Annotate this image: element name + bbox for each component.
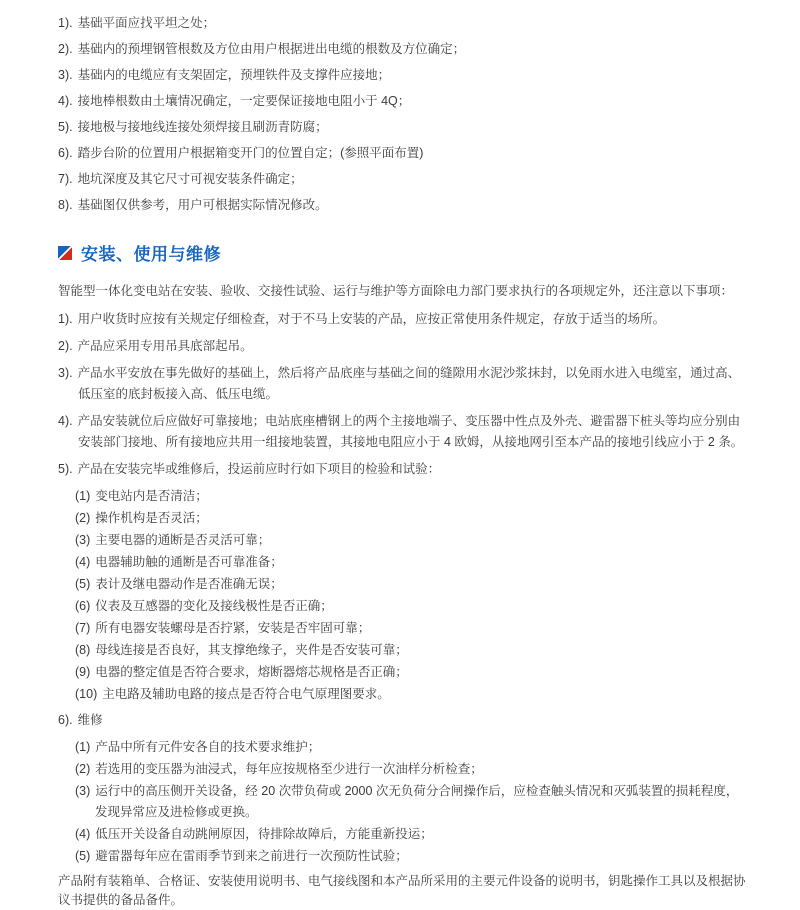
section-title-text: 安装、使用与维修	[81, 245, 221, 264]
list-item	[58, 39, 746, 60]
sub-list-item	[75, 640, 746, 661]
sub-list-item	[75, 759, 746, 780]
item-text: 电器的整定值是否符合要求，熔断器熔芯规格是否正确；	[95, 665, 408, 679]
item-number: 3).	[58, 68, 73, 82]
item-number: (5)	[75, 849, 91, 863]
foundation-notes-list	[58, 13, 746, 216]
item-text: 基础内的预埋钢管根数及方位由用户根据进出电缆的根数及方位确定；	[77, 42, 466, 56]
item-text: 产品应采用专用吊具底部起吊。	[77, 339, 253, 353]
item-number: 4).	[58, 94, 73, 108]
item-text: 维修	[77, 713, 103, 727]
intro-paragraph: 智能型一体化变电站在安装、验收、交接性试验、运行与维护等方面除电力部门要求执行的各项规定外，还注意以下事项：	[58, 284, 734, 298]
maintenance-sublist	[75, 737, 746, 867]
sub-list-item	[75, 530, 746, 551]
section-heading	[58, 240, 746, 265]
item-text: 产品中所有元件安各自的技术要求维护；	[95, 740, 321, 754]
item-number: 2).	[58, 339, 73, 353]
item-number: (3)	[75, 533, 91, 547]
list-item	[58, 710, 746, 731]
item-text: 主电路及辅助电路的接点是否符合电气原理图要求。	[102, 687, 390, 701]
item-text: 踏步台阶的位置用户根据箱变开门的位置自定；(参照平面布置)	[77, 146, 424, 160]
closing-paragraph: 产品附有装箱单、合格证、安装使用说明书、电气接线图和本产品所采用的主要元件设备的说明书，钥匙操作工具以及根据协议书提供的备品备件。	[58, 874, 746, 907]
item-number: 2).	[58, 42, 73, 56]
item-number: (2)	[75, 762, 91, 776]
item-number: (1)	[75, 740, 91, 754]
item-text: 用户收货时应按有关规定仔细检查，对于不马上安装的产品，应按正常使用条件规定，存放于适当的场所。	[77, 312, 666, 326]
list-item	[58, 309, 746, 330]
item-text: 接地极与接地线连接处须焊接且刷沥青防腐；	[77, 120, 328, 134]
item-number: (4)	[75, 827, 91, 841]
item-text: 所有电器安装螺母是否拧紧，安装是否牢固可靠；	[95, 621, 371, 635]
item-text: 变电站内是否清洁；	[95, 489, 208, 503]
item-number: 3).	[58, 366, 73, 380]
sub-list-item	[75, 781, 746, 823]
item-text: 若选用的变压器为油浸式，每年应按规格至少进行一次油样分析检查；	[95, 762, 483, 776]
item-text: 产品安装就位后应做好可靠接地；电站底座槽钢上的两个主接地端子、变压器中性点及外壳、避雷器下桩头等均应分别由安装部门接地、所有接地应共用一组接地装置，其接地电阻应小于 4 欧姆，从接地网引至本产品的接地引线应小于 2 条。	[77, 414, 744, 449]
item-text: 表计及继电器动作是否准确无误；	[95, 577, 283, 591]
item-text: 运行中的高压侧开关设备，经 20 次带负荷或 2000 次无负荷分合闸操作后，应检查触头情况和灭弧装置的损耗程度，发现异常应及进检修或更换。	[95, 784, 739, 819]
install-use-maintain-list	[58, 309, 746, 867]
sub-list-item	[75, 737, 746, 758]
item-text: 仪表及互感器的变化及接线极性是否正确；	[95, 599, 333, 613]
item-number: (9)	[75, 665, 91, 679]
sub-list-item	[75, 552, 746, 573]
item-number: (7)	[75, 621, 91, 635]
item-number: (10)	[75, 687, 98, 701]
item-text: 操作机构是否灵活；	[95, 511, 208, 525]
item-number: (4)	[75, 555, 91, 569]
item-text: 基础平面应找平坦之处；	[77, 16, 216, 30]
sub-list-item	[75, 662, 746, 683]
item-number: (8)	[75, 643, 91, 657]
item-text: 基础图仅供参考，用户可根据实际情况修改。	[77, 198, 328, 212]
list-item	[58, 459, 746, 480]
item-text: 地坑深度及其它尺寸可视安装条件确定；	[77, 172, 303, 186]
sub-list-item	[75, 824, 746, 845]
item-number: 1).	[58, 312, 73, 326]
list-item	[58, 65, 746, 86]
checks-group	[58, 459, 746, 705]
list-item	[58, 13, 746, 34]
list-item	[58, 117, 746, 138]
list-item	[58, 363, 746, 405]
list-item	[58, 411, 746, 453]
list-item	[58, 143, 746, 164]
sub-list-item	[75, 596, 746, 617]
item-number: 6).	[58, 713, 73, 727]
item-number: (1)	[75, 489, 91, 503]
sub-list-item	[75, 618, 746, 639]
section-flag-icon	[58, 246, 72, 260]
item-text: 母线连接是否良好，其支撑绝缘子，夹件是否安装可靠；	[95, 643, 408, 657]
item-text: 产品在安装完毕或维修后，投运前应时行如下项目的检验和试验：	[77, 462, 441, 476]
item-number: (3)	[75, 784, 91, 798]
maintenance-group	[58, 710, 746, 867]
item-text: 接地棒根数由土壤情况确定，一定要保证接地电阻小于 4Q；	[77, 94, 411, 108]
item-number: 8).	[58, 198, 73, 212]
item-number: (6)	[75, 599, 91, 613]
item-text: 低压开关设备自动跳闸原因，待排除故障后，方能重新投运；	[95, 827, 433, 841]
item-number: (2)	[75, 511, 91, 525]
item-text: 主要电器的通断是否灵活可靠；	[95, 533, 271, 547]
item-number: 4).	[58, 414, 73, 428]
item-text: 电器辅助触的通断是否可靠准备；	[95, 555, 283, 569]
sub-list-item	[75, 508, 746, 529]
item-text: 基础内的电缆应有支架固定，预埋铁件及支撑件应接地；	[77, 68, 391, 82]
sub-list-item	[75, 574, 746, 595]
sub-list-item	[75, 846, 746, 867]
item-text: 产品水平安放在事先做好的基础上，然后将产品底座与基础之间的缝隙用水泥沙浆抹封，以免雨水进入电缆室，通过高、低压室的底封板接入高、低压电缆。	[77, 366, 741, 401]
item-number: (5)	[75, 577, 91, 591]
item-number: 1).	[58, 16, 73, 30]
item-number: 6).	[58, 146, 73, 160]
list-item	[58, 195, 746, 216]
list-item	[58, 169, 746, 190]
checks-sublist	[75, 486, 746, 705]
list-item	[58, 91, 746, 112]
sub-list-item	[75, 684, 746, 705]
item-text: 避雷器每年应在雷雨季节到来之前进行一次预防性试验；	[95, 849, 408, 863]
sub-list-item	[75, 486, 746, 507]
list-item	[58, 336, 746, 357]
item-number: 7).	[58, 172, 73, 186]
item-number: 5).	[58, 462, 73, 476]
item-number: 5).	[58, 120, 73, 134]
